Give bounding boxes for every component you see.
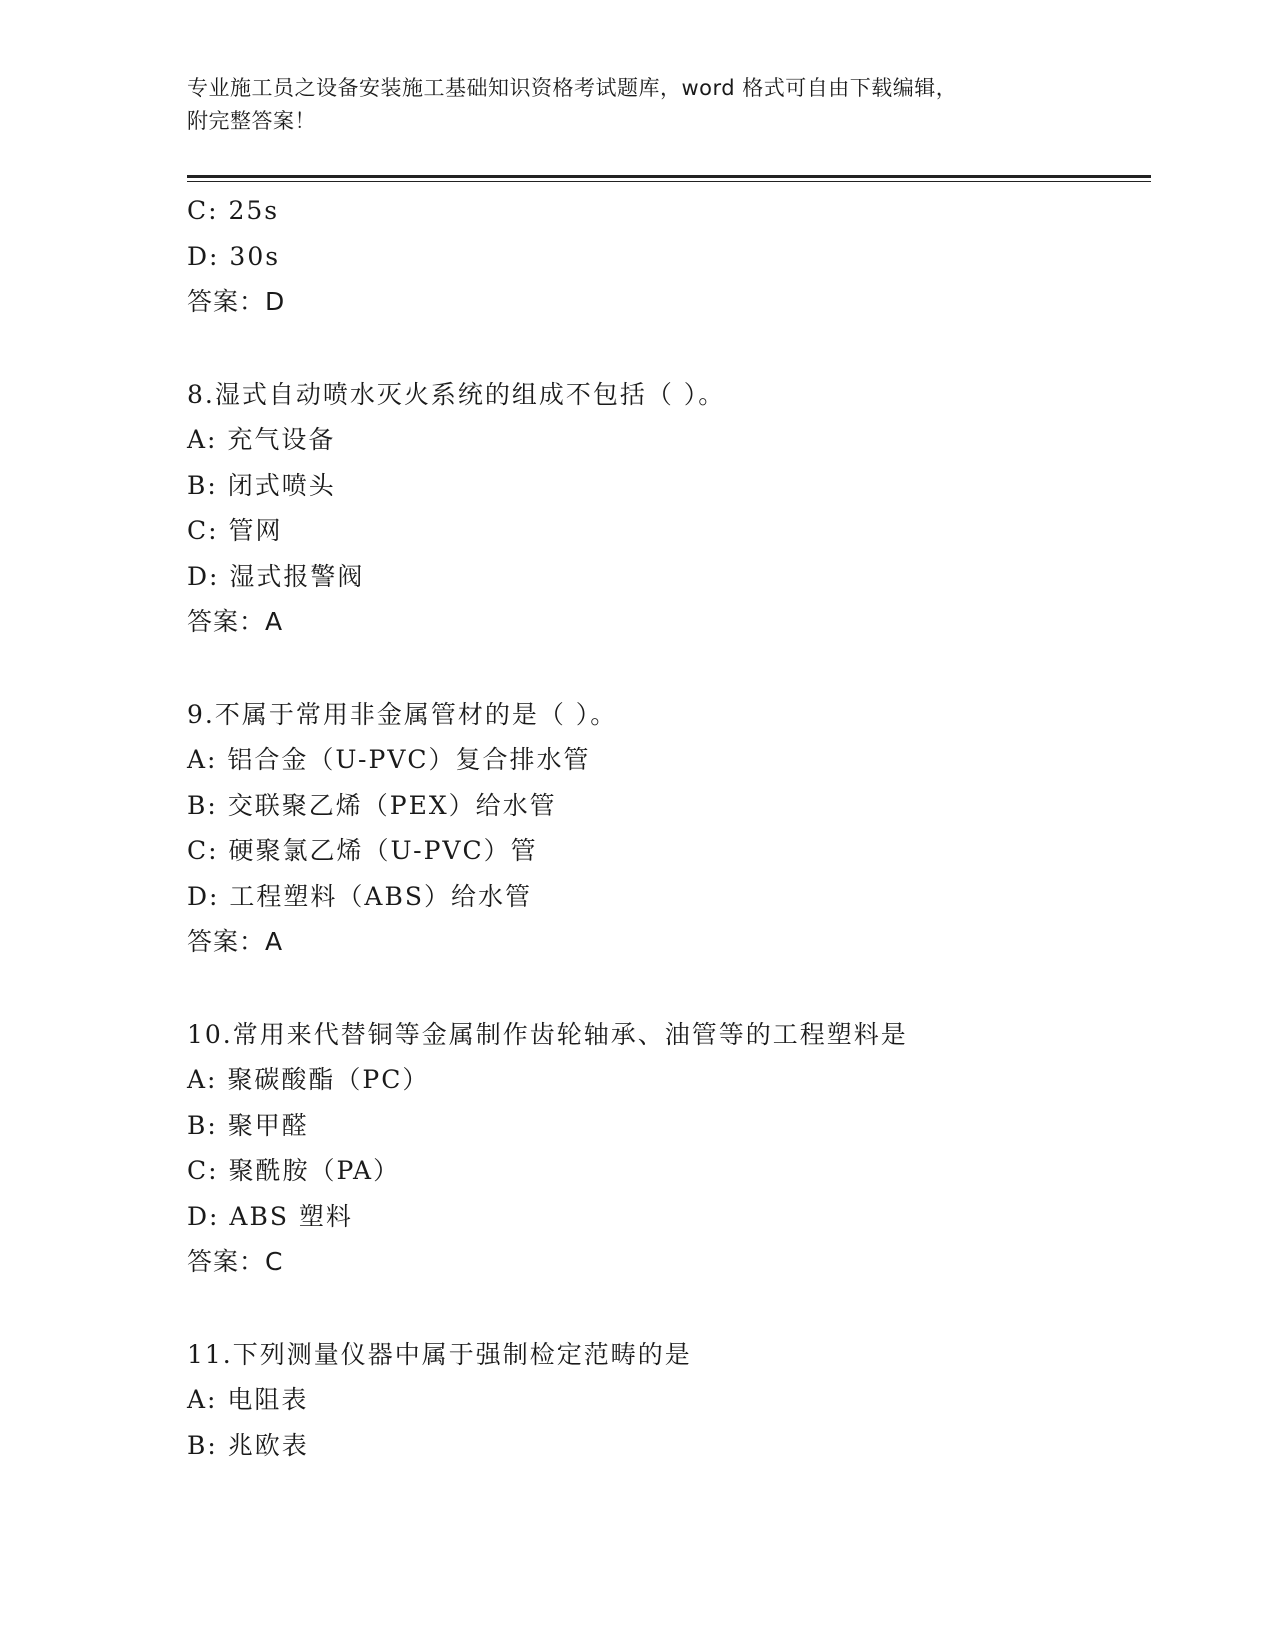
header-divider-thick [187,175,1151,178]
answer-line: 答案：A [187,927,284,956]
answer-line: 答案：D [187,287,286,316]
option-c: C: 管网 [187,516,283,545]
option-d: D: ABS 塑料 [187,1201,353,1231]
option-d: D: 湿式报警阀 [187,561,365,591]
spacer [187,645,1147,692]
spacer [187,325,1147,372]
answer-line: 答案：A [187,607,284,636]
option-b: B: 聚甲醛 [187,1110,309,1140]
header-line-2: 附完整答案！ [187,109,316,133]
header-divider-thin [187,181,1151,182]
question-text: 9.不属于常用非金属管材的是（ ）。 [187,699,618,729]
question-11 [187,1332,1147,1469]
option-d: D: 30s [187,241,281,271]
option-d: D: 工程塑料（ABS）给水管 [187,881,532,911]
option-a: A: 聚碳酸酯（PC） [187,1065,430,1094]
option-a: A: 铝合金（U-PVC）复合排水管 [187,745,591,774]
option-b: B: 兆欧表 [187,1430,309,1460]
answer-line: 答案：C [187,1247,284,1276]
question-text: 11.下列测量仪器中属于强制检定范畴的是 [187,1339,692,1369]
header-line-1: 专业施工员之设备安装施工基础知识资格考试题库，word 格式可自由下载编辑， [187,76,958,100]
question-10 [187,1012,1147,1285]
document-body [187,188,1147,1468]
option-c: C: 聚酰胺（PA） [187,1156,401,1185]
option-c: C: 25s [187,196,280,225]
question-text: 8.湿式自动喷水灭火系统的组成不包括（ ）。 [187,379,726,409]
option-a: A: 充气设备 [187,425,336,454]
option-b: B: 交联聚乙烯（PEX）给水管 [187,790,557,820]
option-b: B: 闭式喷头 [187,470,336,500]
question-9 [187,692,1147,965]
spacer [187,965,1147,1012]
question-text: 10.常用来代替铜等金属制作齿轮轴承、油管等的工程塑料是 [187,1019,908,1049]
document-header [187,72,1087,138]
option-a: A: 电阻表 [187,1385,309,1414]
option-c: C: 硬聚氯乙烯（U-PVC）管 [187,836,538,865]
question-7-continued [187,188,1147,325]
spacer [187,1285,1147,1332]
question-8 [187,372,1147,645]
